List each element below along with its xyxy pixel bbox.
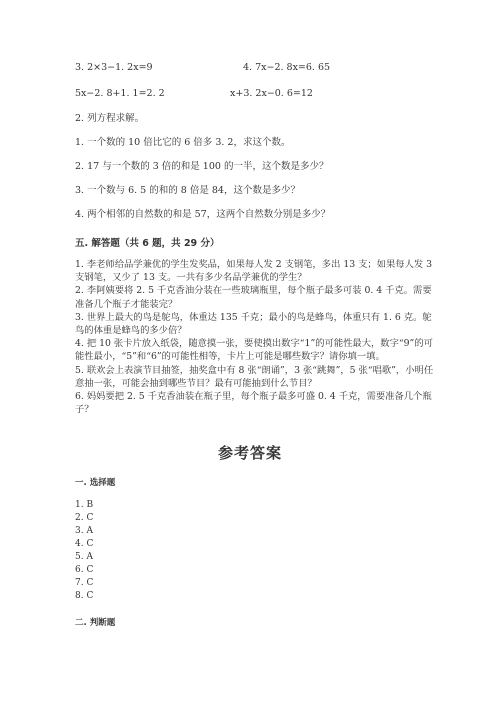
equation-problem-1: 1. 一个数的 10 倍比它的 6 倍多 3. 2，求这个数。	[75, 137, 291, 148]
equation-4: 4. 7x−2. 8x=6. 65	[243, 62, 331, 73]
word-problem-4: 4. 把 10 张卡片放入纸袋，随意摸一张，要使摸出数字“1”的可能性最大，数字“9”的可能性最小，“5”和“6”的可能性相等，卡片上可能是哪些数字？请你填一填。	[75, 338, 433, 363]
word-problem-6: 6. 妈妈要把 2. 5 千克香油装在瓶子里，每个瓶子最多可盛 0. 4 千克，需要准备几个瓶子？	[75, 391, 432, 416]
equation-6: x+3. 2x−0. 6=12	[230, 88, 313, 99]
section-5-title: 五. 解答题（共 6 题，共 29 分）	[75, 238, 220, 249]
equation-problem-4: 4. 两个相邻的自然数的和是 57，这两个自然数分别是多少？	[75, 209, 331, 220]
judge-section-title: 二. 判断题	[75, 618, 116, 628]
answer-item: 8. C	[75, 591, 94, 601]
answer-item: 1. B	[75, 500, 94, 510]
answer-item: 2. C	[75, 513, 94, 523]
word-problem-3: 3. 世界上最大的鸟是鸵鸟，体重达 135 千克；最小的鸟是蜂鸟，体重只有 1. 6 克。鸵鸟的体重是蜂鸟的多少倍？	[75, 311, 432, 337]
choice-answers-list	[75, 499, 93, 603]
equation-problem-2: 2. 17 与一个数的 3 倍的和是 100 的一半，这个数是多少？	[75, 161, 329, 172]
equation-3: 3. 2×3−1. 2x=9	[75, 62, 153, 73]
answer-item: 3. A	[75, 526, 93, 536]
answer-key-title: 参考答案	[217, 444, 282, 462]
answer-item: 4. C	[75, 539, 94, 549]
word-problem-2: 2. 李阿姨要将 2. 5 千克香油分装在一些玻璃瓶里，每个瓶子最多可装 0. 4 千克。需要准备几个瓶子才能装完？	[75, 285, 432, 310]
answer-item: 7. C	[75, 578, 94, 588]
choice-section-title: 一. 选择题	[75, 478, 116, 488]
answer-item: 6. C	[75, 565, 94, 575]
equation-5: 5x−2. 8+1. 1=2. 2	[75, 88, 165, 99]
answer-item: 5. A	[75, 552, 93, 562]
word-problems	[75, 258, 435, 416]
section-2-title: 2. 列方程求解。	[75, 113, 145, 124]
word-problem-5: 5. 联欢会上表演节目抽签，抽奖盒中有 8 张“朗诵”，3 张“跳舞”，5 张“唱歌”，小明任意抽一张，可能会抽到哪些节目？最有可能抽到什么节目？	[75, 364, 434, 389]
word-problem-1: 1. 李老师给品学兼优的学生发奖品，如果每人发 2 支钢笔，多出 13 支；如果每人发 3 支钢笔，又少了 13 支。一共有多少名品学兼优的学生？	[75, 259, 433, 284]
equation-problem-3: 3. 一个数与 6. 5 的和的 8 倍是 84，这个数是多少？	[75, 185, 300, 196]
